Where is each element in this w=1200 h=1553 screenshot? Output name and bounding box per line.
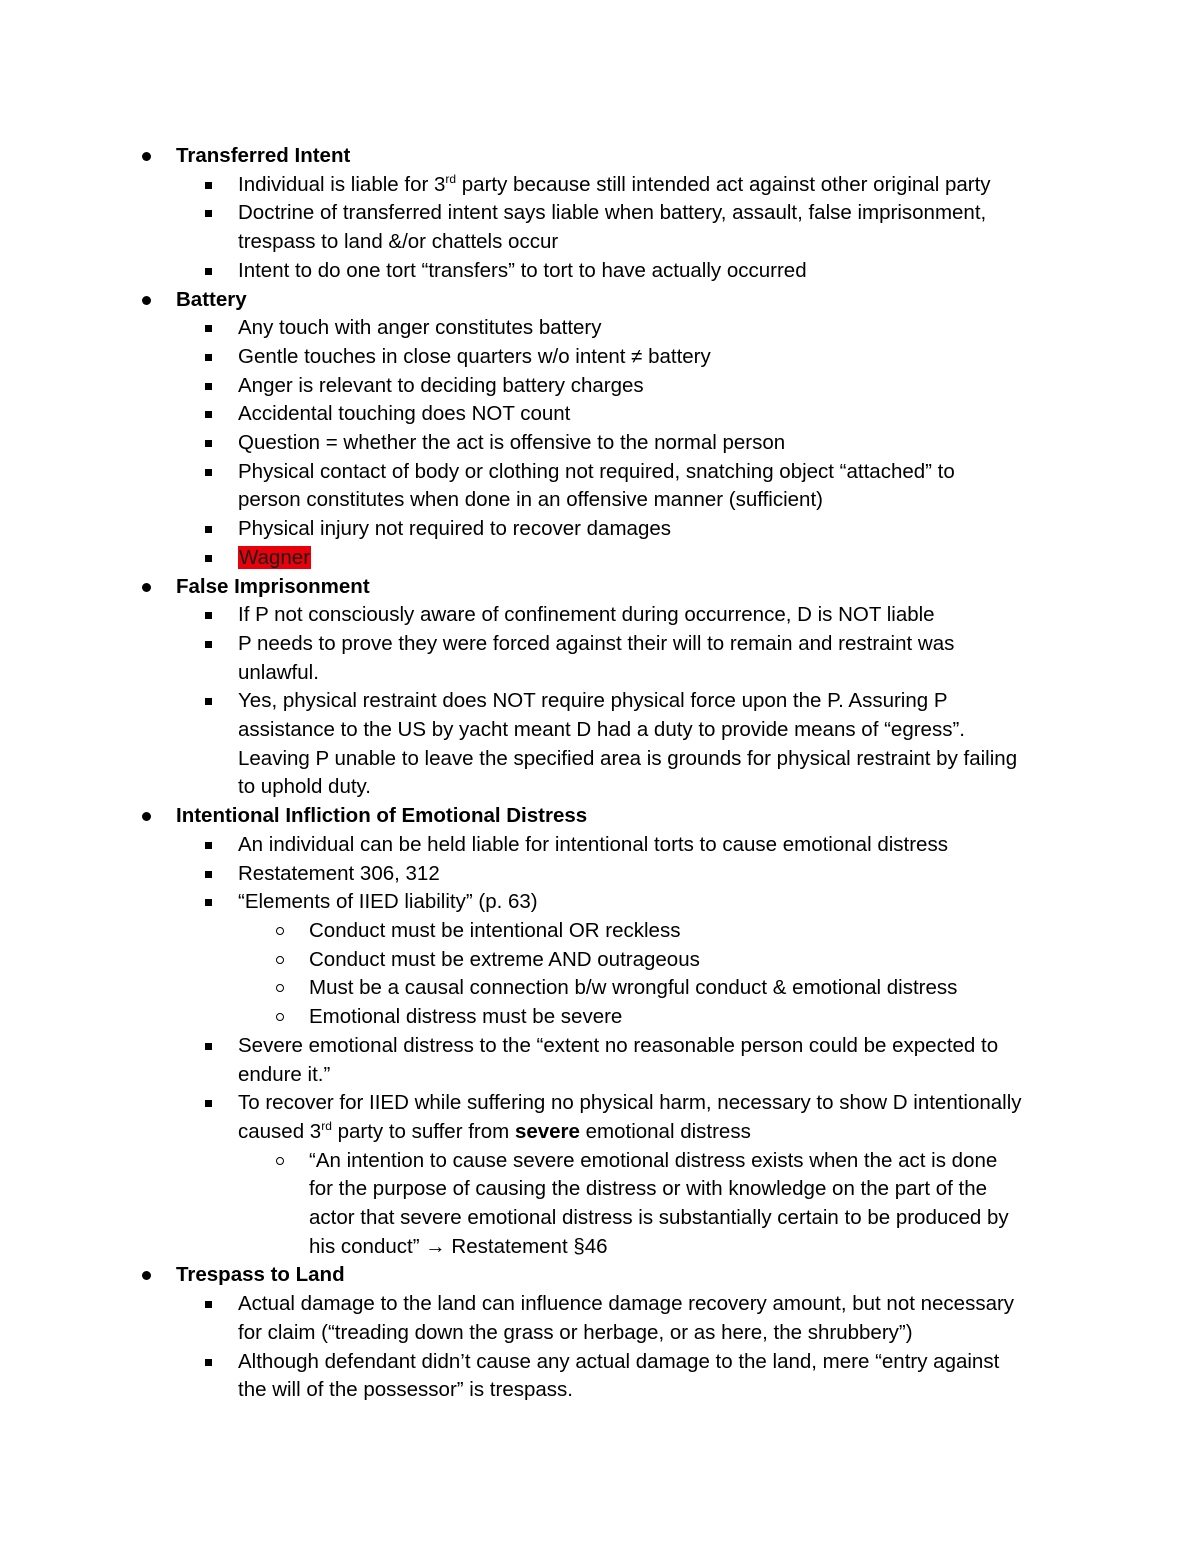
bullet-circle-icon <box>276 1157 284 1165</box>
bullet-square-icon <box>205 899 212 906</box>
item-text: Physical contact of body or clothing not required, snatching object “attached” to <box>238 459 955 483</box>
bullet-square-icon <box>205 612 212 619</box>
item-text: Conduct must be extreme AND outrageous <box>309 947 700 971</box>
superscript: rd <box>445 171 457 186</box>
item-text: the will of the possessor” is trespass. <box>238 1378 573 1402</box>
bullet-circle-icon <box>276 927 284 935</box>
item-text: his conduct” <box>309 1234 420 1258</box>
item-text: unlawful. <box>238 660 319 684</box>
item-text: “Elements of IIED liability” (p. 63) <box>238 890 538 914</box>
bullet-circle-icon <box>276 984 284 992</box>
list-item <box>0 257 1200 286</box>
bullet-square-icon <box>205 411 212 418</box>
arrow-right-icon: → <box>425 1234 446 1258</box>
item-text: party because still intended act against other original party <box>456 172 991 196</box>
item-text: Although defendant didn’t cause any actual damage to the land, mere “entry against <box>238 1349 1000 1373</box>
list-item-continuation <box>0 1118 1200 1147</box>
heading-text: Trespass to Land <box>176 1263 345 1287</box>
list-item <box>0 372 1200 401</box>
heading-text: Transferred Intent <box>176 144 351 167</box>
bullet-square-icon <box>205 555 212 562</box>
list-item <box>0 400 1200 429</box>
item-text: to uphold duty. <box>238 775 371 799</box>
sub-list-item <box>0 974 1200 1003</box>
item-text: Leaving P unable to leave the specified area is grounds for physical restraint by failing <box>238 746 1018 770</box>
item-text: To recover for IIED while suffering no physical harm, necessary to show D intentionally <box>238 1091 1022 1115</box>
bullet-square-icon <box>205 1301 212 1308</box>
item-text: caused 3 <box>238 1119 322 1143</box>
item-text: for claim (“treading down the grass or herbage, or as here, the shrubbery”) <box>238 1320 913 1344</box>
bullet-square-icon <box>205 842 212 849</box>
list-item <box>0 860 1200 889</box>
highlighted-case-name: Wagner <box>239 545 311 569</box>
list-item <box>0 601 1200 630</box>
list-item-continuation <box>0 745 1200 774</box>
bullet-dot-icon <box>142 583 151 592</box>
list-item <box>0 314 1200 343</box>
list-item <box>0 831 1200 860</box>
item-text: actor that severe emotional distress is substantially certain to be produced by <box>309 1206 1009 1230</box>
item-text: endure it.” <box>238 1062 331 1086</box>
bullet-square-icon <box>205 641 212 648</box>
list-item <box>0 1089 1200 1118</box>
list-item <box>0 429 1200 458</box>
bullet-square-icon <box>205 325 212 332</box>
item-text: Severe emotional distress to the “extent no reasonable person could be expected to <box>238 1033 999 1057</box>
bullet-square-icon <box>205 871 212 878</box>
item-text: Yes, physical restraint does NOT require physical force upon the P. Assuring P <box>238 689 948 713</box>
bullet-square-icon <box>205 383 212 390</box>
item-text: An individual can be held liable for intentional torts to cause emotional distress <box>238 832 948 856</box>
heading-text: False Imprisonment <box>176 574 370 598</box>
item-text: Anger is relevant to deciding battery charges <box>238 373 644 397</box>
list-item-continuation <box>0 716 1200 745</box>
section-heading <box>0 286 1200 315</box>
bullet-square-icon <box>205 469 212 476</box>
item-text: Actual damage to the land can influence damage recovery amount, but not necessary <box>238 1292 1015 1316</box>
list-item <box>0 515 1200 544</box>
list-item-continuation <box>0 228 1200 257</box>
bullet-dot-icon <box>142 1271 151 1280</box>
bullet-square-icon <box>205 1359 212 1366</box>
list-item-continuation <box>0 1376 1200 1405</box>
list-item-continuation <box>0 1319 1200 1348</box>
item-text: Emotional distress must be severe <box>309 1005 623 1029</box>
item-text: Any touch with anger constitutes battery <box>238 316 602 340</box>
list-item <box>0 544 1200 573</box>
sub-list-item <box>0 1003 1200 1032</box>
list-item <box>0 171 1200 200</box>
bullet-square-icon <box>205 526 212 533</box>
bullet-square-icon <box>205 182 212 189</box>
heading-text: Battery <box>176 287 247 311</box>
bullet-dot-icon <box>142 152 151 161</box>
list-item <box>0 630 1200 659</box>
sub-list-item <box>0 946 1200 975</box>
item-text: Gentle touches in close quarters w/o intent ≠ battery <box>238 344 711 368</box>
bold-emphasis: severe <box>514 1119 580 1143</box>
sub-list-item-continuation <box>0 1175 1200 1204</box>
item-text: If P not consciously aware of confinement during occurrence, D is NOT liable <box>238 603 935 627</box>
item-text: party to suffer from <box>331 1119 515 1143</box>
item-text: for the purpose of causing the distress or with knowledge on the part of the <box>309 1177 988 1201</box>
bullet-square-icon <box>205 440 212 447</box>
item-text: P needs to prove they were forced against their will to remain and restraint was <box>238 631 955 655</box>
item-text: emotional distress <box>579 1119 751 1143</box>
item-text: Restatement §46 <box>445 1234 608 1258</box>
bullet-dot-icon <box>142 812 151 821</box>
notes-outline <box>0 142 1200 1405</box>
superscript: rd <box>321 1118 332 1133</box>
item-text: assistance to the US by yacht meant D had a duty to provide means of “egress”. <box>238 718 965 742</box>
bullet-circle-icon <box>276 956 284 964</box>
list-item <box>0 1032 1200 1061</box>
item-text: Intent to do one tort “transfers” to tort to have actually occurred <box>238 258 807 282</box>
item-text: trespass to land &/or chattels occur <box>238 230 559 254</box>
bullet-square-icon <box>205 1100 212 1107</box>
section-heading <box>0 802 1200 831</box>
bullet-square-icon <box>205 268 212 275</box>
list-item-continuation <box>0 1061 1200 1090</box>
list-item <box>0 1348 1200 1377</box>
sub-list-item <box>0 1147 1200 1176</box>
item-text: Restatement 306, 312 <box>238 861 440 885</box>
list-item-continuation <box>0 659 1200 688</box>
heading-text: Intentional Infliction of Emotional Distress <box>176 804 588 828</box>
item-text: Must be a causal connection b/w wrongful conduct & emotional distress <box>309 976 958 1000</box>
section-heading <box>0 573 1200 602</box>
item-text: Accidental touching does NOT count <box>238 402 571 426</box>
bullet-dot-icon <box>142 296 151 305</box>
list-item-continuation <box>0 773 1200 802</box>
bullet-square-icon <box>205 354 212 361</box>
item-text: Individual is liable for 3 <box>238 172 446 196</box>
section-heading <box>0 142 1200 171</box>
bullet-square-icon <box>205 698 212 705</box>
bullet-circle-icon <box>276 1013 284 1021</box>
list-item <box>0 458 1200 487</box>
sub-list-item-continuation <box>0 1233 1200 1262</box>
section-heading <box>0 1261 1200 1290</box>
list-item-continuation <box>0 486 1200 515</box>
list-item <box>0 687 1200 716</box>
list-item <box>0 199 1200 228</box>
list-item <box>0 888 1200 917</box>
item-text: Conduct must be intentional OR reckless <box>309 918 681 942</box>
sub-list-item-continuation <box>0 1204 1200 1233</box>
item-text: “An intention to cause severe emotional distress exists when the act is done <box>309 1148 998 1172</box>
item-text: Physical injury not required to recover damages <box>238 517 671 541</box>
item-text: person constitutes when done in an offensive manner (sufficient) <box>238 488 823 512</box>
list-item <box>0 343 1200 372</box>
bullet-square-icon <box>205 1043 212 1050</box>
bullet-square-icon <box>205 210 212 217</box>
list-item <box>0 1290 1200 1319</box>
item-text: Question = whether the act is offensive to the normal person <box>238 431 786 455</box>
sub-list-item <box>0 917 1200 946</box>
item-text: Doctrine of transferred intent says liable when battery, assault, false imprisonment, <box>238 201 987 225</box>
